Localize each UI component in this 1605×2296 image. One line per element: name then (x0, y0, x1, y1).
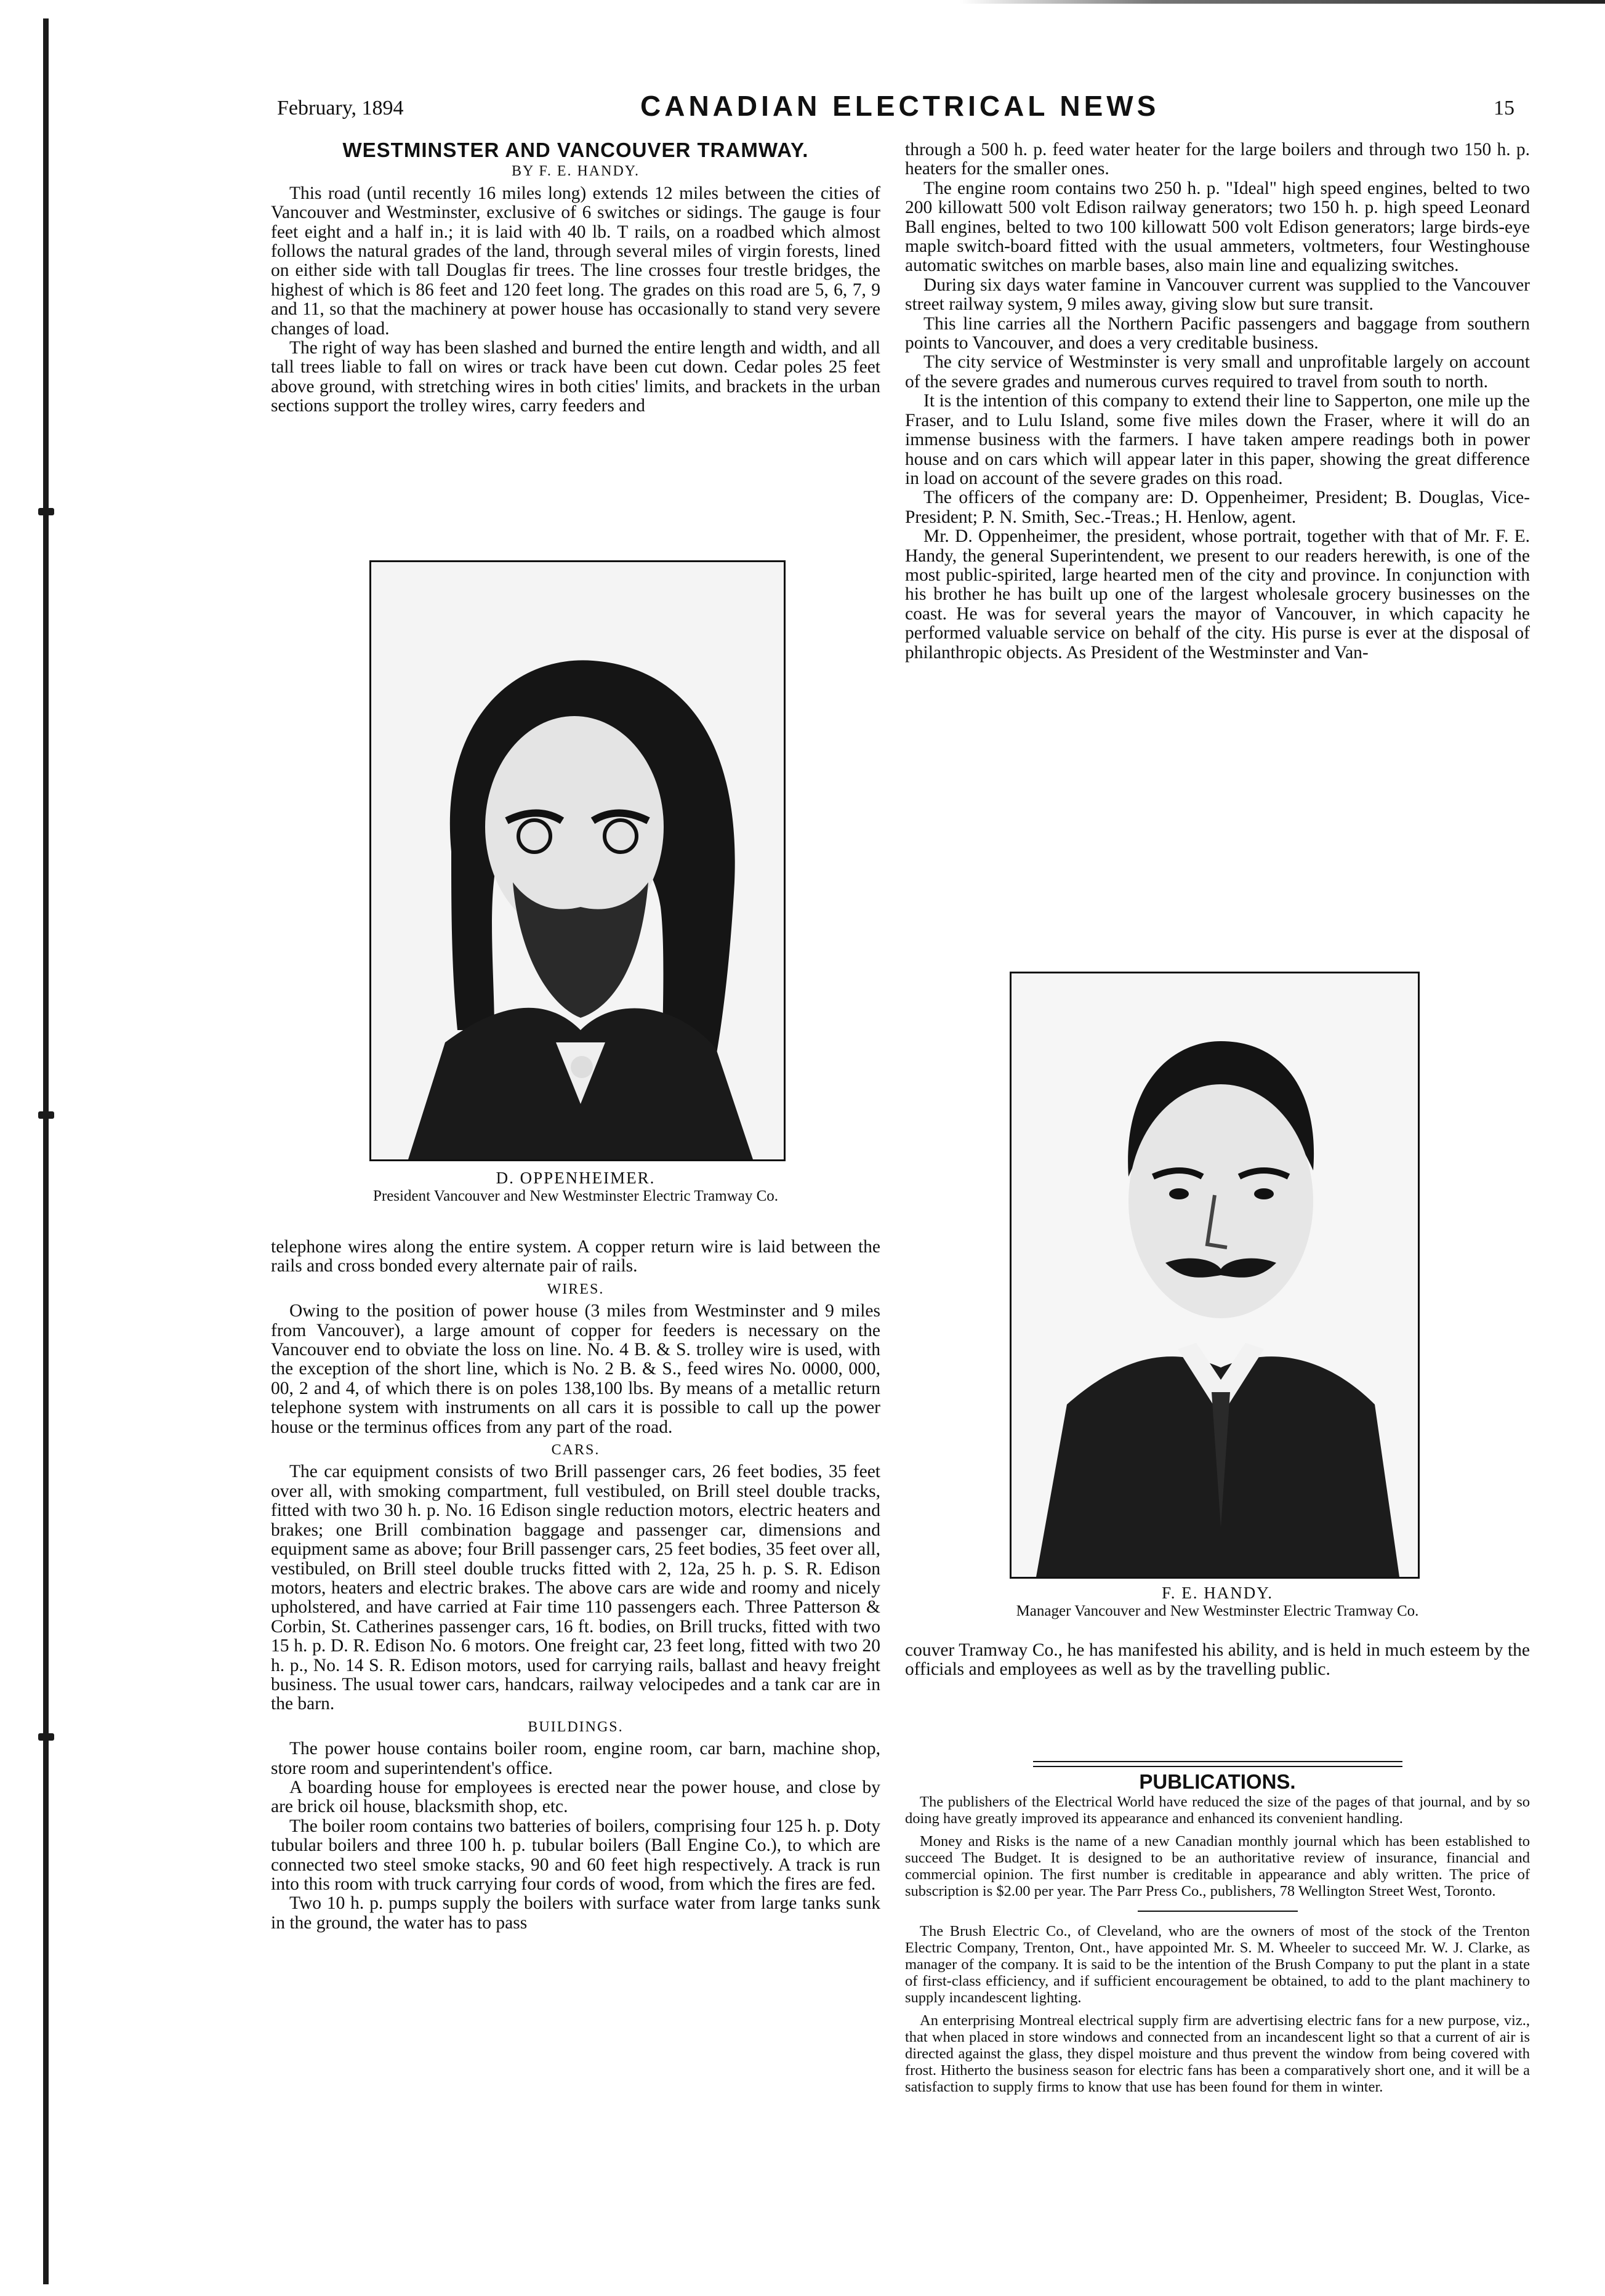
article-byline: BY F. E. HANDY. (511, 163, 640, 180)
article-paragraph: The officers of the company are: D. Oppenheimer, President; B. Douglas, Vice-President; P. N. Smith, Sec.-Treas.; H. Henlow, agent. (905, 488, 1530, 527)
caption-handy (905, 1584, 1530, 1621)
section-heading-cars: CARS. (551, 1442, 600, 1459)
article-paragraph: It is the intention of this company to extend their line to Sapperton, one mile up the Fraser, and to Lulu Island, some five miles down the Fraser, where it will do an immense business with the farmers. I have taken ampere readings both in power house and on cars which will appear later in this paper, showing the great difference in load on account of the severe grades on this road. (905, 391, 1530, 488)
portrait-role: President Vancouver and New Westminster Electric Tramway Co. (372, 1188, 779, 1204)
article-paragraph: Two 10 h. p. pumps supply the boilers with surface water from large tanks sunk in the ground, the water has to pass (271, 1893, 880, 1933)
article-paragraph: The engine room contains two 250 h. p. "Ideal" high speed engines, belted to two 200 killowatt 500 volt Edison railway generators; two 150 h. p. high speed Leonard Ball engines, belted to two 100 killowatt 500 volt Edison generators; large birds-eye maple switch-board fitted with the usual ammeters, voltmeters, four Westinghouse automatic switches on marble bases, also main line and equalizing switches. (905, 178, 1530, 276)
portrait-oppenheimer (369, 560, 786, 1161)
article-paragraph: A boarding house for employees is erected near the power house, and close by are brick oil house, blacksmith shop, etc. (271, 1777, 880, 1817)
article-paragraph: Owing to the position of power house (3 miles from Westminster and 9 miles from Vancouver), a large amount of copper for feeders is necessary on the Vancouver end to obviate the loss on line. No. 4 B. & S. trolley wire is used, with the exception of the short line, which is No. 2 B. & S., feed wires No. 0000, 000, 00, 2 and 4, of which there is on poles 138,100 lbs. By means of a metallic return telephone system with instruments on all cars it is possible to call up the power house or the terminus offices from any part of the road. (271, 1301, 880, 1437)
left-column-bottom (271, 1238, 880, 1933)
article-paragraph: The city service of Westminster is very small and unprofitable largely on account of the severe grades and numerous curves required to travel from south to north. (905, 352, 1530, 392)
issue-date: February, 1894 (277, 97, 404, 119)
section-heading-buildings: BUILDINGS. (528, 1718, 624, 1735)
binding-margin-line (43, 18, 49, 2284)
left-column-top (271, 140, 880, 416)
caption-oppenheimer (271, 1169, 880, 1206)
portrait-name: D. OPPENHEIMER. (496, 1169, 656, 1187)
oppenheimer-engraving (371, 562, 784, 1159)
portrait-role: Manager Vancouver and New Westminster Electric Tramway Co. (1016, 1603, 1419, 1619)
article-paragraph: This line carries all the Northern Pacific passengers and baggage from southern points to Vancouver, and does a very creditable business. (905, 313, 1530, 353)
margin-tick-mark (38, 508, 54, 515)
right-column-continuation (905, 1641, 1530, 1680)
page-number: 15 (1494, 97, 1514, 119)
publication-notice: The publishers of the Electrical World have reduced the size of the pages of that journal, and by so doing have greatly improved its appearance and enhanced its convenient handling. (905, 1794, 1530, 1827)
section-heading-wires: WIRES. (547, 1281, 605, 1297)
margin-tick-mark (38, 1111, 54, 1119)
article-paragraph: Mr. D. Oppenheimer, the president, whose portrait, together with that of Mr. F. E. Handy, the general Superintendent, we present to our readers herewith, is one of the most public-spirited, large hearted men of the city and province. In conjunction with his brother he has built up one of the largest wholesale grocery businesses on the coast. He was for several years the mayor of Vancouver, in which capacity he performed valuable service on behalf of the city. His purse is ever at the disposal of philanthropic objects. As President of the Westminster and Van- (905, 526, 1530, 663)
right-column-top (905, 140, 1530, 663)
portrait-handy (1010, 972, 1420, 1579)
news-note: The Brush Electric Co., of Cleveland, who are the owners of most of the stock of the Trenton Electric Company, Trenton, Ont., have appointed Mr. S. M. Wheeler to succeed Mr. W. J. Clarke, as manager of the company. It is said to be the intention of the Brush Company to put the plant in a state of first-class efficiency, and if sufficient encouragement be obtained, to add to the plant machinery to supply incandescent lighting. (905, 1923, 1530, 2006)
section-divider (1033, 1761, 1402, 1767)
article-paragraph: The boiler room contains two batteries of boilers, comprising four 125 h. p. Doty tubular boilers and three 100 h. p. tubular boilers (Ball Engine Co.), to which are connected two steel smoke stacks, 90 and 60 feet high respectively. A track is run into this room with truck carrying four cords of wood, from which the fires are fed. (271, 1816, 880, 1894)
running-head (277, 89, 1514, 126)
top-edge-scan-line (960, 0, 1605, 4)
publication-title: CANADIAN ELECTRICAL NEWS (640, 90, 1160, 122)
article-paragraph: The car equipment consists of two Brill passenger cars, 26 feet bodies, 35 feet over all, with smoking compartment, full vestibuled, on Brill steel double tracks, fitted with two 30 h. p. No. 16 Edison single reduction motors, electric heaters and brakes; one Brill combination baggage and passenger car, dimensions and equipment same as above; four Brill passenger cars, 25 feet bodies, 35 feet over all, vestibuled, on Brill steel double trucks fitted with 2, 12a, 25 h. p. S. R. Edison motors, heaters and electric brakes. The above cars are wide and roomy and nicely upholstered, and have carried at Fair time 110 passengers each. Three Patterson & Corbin, St. Catherines passenger cars, 16 ft. bodies, on Brill trucks, fitted with two 15 h. p. D. R. Edison No. 6 motors. One freight car, 23 feet long, fitted with two 20 h. p., No. 14 S. R. Edison motors, used for carrying rails, ballast and heavy freight business. The usual tower cars, handcars, railway velocipedes and a tank car are in the barn. (271, 1462, 880, 1714)
article-paragraph: The right of way has been slashed and burned the entire length and width, and all tall trees liable to fall on wires or track have been cut down. Cedar poles 25 feet above ground, with stretching wires in both cities' limits, and brackets in the urban sections support the trolley wires, carry feeders and (271, 338, 880, 416)
publication-notice: Money and Risks is the name of a new Canadian monthly journal which has been established to succeed The Budget. It is designed to be an authoritative review of insurance, financial and commercial opinion. The first number is creditable in appearance and ably written. The price of subscription is $2.00 per year. The Parr Press Co., publishers, 78 Wellington Street West, Toronto. (905, 1833, 1530, 1899)
article-paragraph: couver Tramway Co., he has manifested his ability, and is held in much esteem by the officials and employees as well as by the travelling public. (905, 1640, 1530, 1680)
margin-tick-mark (38, 1733, 54, 1741)
portrait-name: F. E. HANDY. (1161, 1584, 1274, 1602)
article-title: WESTMINSTER AND VANCOUVER TRAMWAY. (342, 139, 809, 161)
article-paragraph: through a 500 h. p. feed water heater for the large boilers and through two 150 h. p. heaters for the smaller ones. (905, 140, 1530, 179)
article-paragraph: This road (until recently 16 miles long) extends 12 miles between the cities of Vancouver and Westminster, exclusive of 6 switches or sidings. The gauge is four feet eight and a half in.; it is laid with 40 lb. T rails, on a roadbed which almost follows the natural grades of the land, through several miles of virgin forests, lined on either side with tall Douglas fir trees. The line crosses four trestle bridges, the highest of which is 86 feet and 120 feet long. The grades on this road are 5, 6, 7, 9 and 11, so that the machinery at power house has occasionally to stand very severe changes of load. (271, 183, 880, 339)
handy-engraving (1012, 973, 1418, 1577)
notice-divider (1138, 1911, 1298, 1912)
news-note: An enterprising Montreal electrical supply firm are advertising electric fans for a new purpose, viz., that when placed in store windows and connected from an incandescent light so that a current of air is directed against the glass, they dispel moisture and thus prevent the window from being covered with frost. Hitherto the business season for electric fans has been a comparatively short one, and it will be a satisfaction to supply firms to know that use has been found for them in winter. (905, 2012, 1530, 2095)
publications-heading: PUBLICATIONS. (1139, 1770, 1296, 1793)
article-paragraph: telephone wires along the entire system. A copper return wire is laid between the rails and cross bonded every alternate pair of rails. (271, 1237, 880, 1276)
article-paragraph: The power house contains boiler room, engine room, car barn, machine shop, store room and superintendent's office. (271, 1739, 880, 1778)
publications-section (905, 1761, 1530, 2101)
article-paragraph: During six days water famine in Vancouver current was supplied to the Vancouver street railway system, 9 miles away, giving slow but sure transit. (905, 275, 1530, 315)
